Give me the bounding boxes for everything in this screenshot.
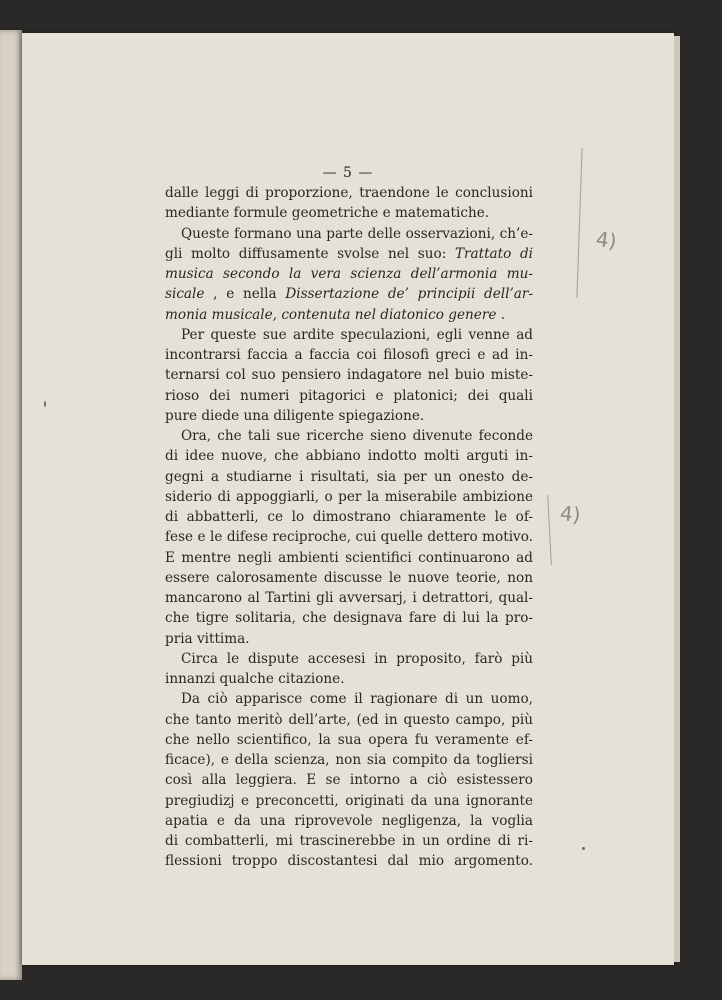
text-line (165, 608, 533, 628)
text-run: pregiudizj e preconcetti, originati da una ignorante (165, 792, 533, 809)
text-run: Queste formano una parte delle osservazioni, ch’e- (181, 225, 533, 242)
text-line (165, 446, 533, 466)
text-run: ficace), e della scienza, non sia compito da togliersi (165, 752, 533, 768)
facing-page-edge (0, 30, 22, 980)
text-run: essere calorosamente discusse le nuove teorie, non (165, 569, 533, 586)
text-line (165, 527, 533, 547)
text-run: Ora, che tali sue ricerche sieno divenute feconde (181, 428, 533, 444)
text-line (165, 406, 533, 426)
text-line (165, 548, 533, 568)
text-run: di combatterli, mi trascinerebbe in un ordine di ri- (165, 833, 533, 849)
text-run: ternarsi col suo pensiero indagatore nel buio miste- (165, 367, 533, 384)
text-run: innanzi qualche citazione. (165, 671, 345, 687)
text-run: . (500, 306, 506, 323)
text-line (165, 224, 533, 244)
text-line (165, 305, 533, 325)
text-run: dalle leggi di proporzione, traendone le conclusioni (165, 185, 533, 201)
text-run: di abbatterli, ce lo dimostrano chiaramente le of- (165, 509, 533, 525)
italic-text: monia musicale, contenuta nel diatonico genere (165, 306, 497, 323)
text-line (165, 811, 533, 831)
text-line (165, 568, 533, 588)
text-run: E mentre negli ambienti scientifici continuarono ad (165, 549, 533, 566)
text-line (165, 507, 533, 527)
text-run: Circa le dispute accesesi in proposito, farò più (181, 650, 533, 667)
text-line (165, 629, 533, 649)
page-number: — 5 — (322, 165, 374, 181)
text-run: gli molto diffusamente svolse nel suo: (165, 245, 447, 262)
text-line (165, 183, 533, 203)
italic-text: Dissertazione de’ principii dell’ar- (285, 286, 533, 303)
text-line (165, 264, 533, 284)
text-line (165, 203, 533, 223)
text-line (165, 649, 533, 669)
text-line (165, 284, 533, 304)
text-line (165, 750, 533, 770)
paper-speck (44, 401, 46, 407)
text-run: siderio di appoggiarli, o per la miserabile ambizione (165, 488, 533, 505)
text-line (165, 831, 533, 851)
text-run: pria vittima. (165, 630, 250, 647)
text-run: Da ciò apparisce come il ragionare di un uomo, (181, 691, 533, 708)
text-run: pure diede una diligente spiegazione. (165, 407, 425, 424)
text-line (165, 426, 533, 446)
paper-speck (582, 847, 585, 850)
text-run: rioso dei numeri pitagorici e platonici; dei quali (165, 387, 533, 404)
text-line (165, 851, 533, 871)
text-run: , e nella (213, 286, 277, 303)
text-line (165, 588, 533, 608)
text-line (165, 244, 533, 264)
text-run: mancarono al Tartini gli avversarj, i detrattori, qual- (165, 590, 533, 606)
text-line (165, 365, 533, 385)
text-run: che tigre solitaria, che designava fare di lui la pro- (165, 610, 533, 627)
text-run: fese e le difese reciproche, cui quelle dettero motivo. (165, 529, 533, 546)
text-run: flessioni troppo discostantesi dal mio argomento. (165, 853, 533, 870)
text-line (165, 689, 533, 709)
italic-text: Trattato di (454, 245, 533, 262)
text-run: mediante formule geometriche e matematiche. (165, 205, 490, 222)
text-run: gegni a studiarne i risultati, sia per un onesto de- (165, 468, 533, 485)
page-stack-edge (674, 36, 680, 962)
pencil-annotation: 4) (594, 226, 619, 254)
text-run: di idee nuove, che abbiano indotto molti arguti in- (165, 448, 533, 465)
text-run: che tanto meritò dell’arte, (ed in questo campo, più (165, 711, 533, 728)
text-line (165, 710, 533, 730)
text-run: così alla leggiera. E se intorno a ciò esistessero (165, 772, 533, 789)
pencil-annotation: 4) (558, 500, 582, 528)
text-line (165, 669, 533, 689)
text-line (165, 325, 533, 345)
text-run: che nello scientifico, la sua opera fu veramente ef- (165, 731, 533, 748)
text-line (165, 791, 533, 811)
text-line (165, 386, 533, 406)
body-text (165, 183, 533, 872)
text-line (165, 487, 533, 507)
italic-text: musica secondo la vera scienza dell’armonia mu- (165, 266, 533, 282)
text-line (165, 770, 533, 790)
text-line (165, 345, 533, 365)
text-run: incontrarsi faccia a faccia coi filosofi greci e ad in- (165, 347, 533, 363)
text-line (165, 730, 533, 750)
text-line (165, 467, 533, 487)
text-run: Per queste sue ardite speculazioni, egli venne ad (181, 326, 533, 343)
italic-text: sicale (165, 286, 205, 303)
text-run: apatia e da una riprovevole negligenza, la voglia (165, 812, 533, 829)
